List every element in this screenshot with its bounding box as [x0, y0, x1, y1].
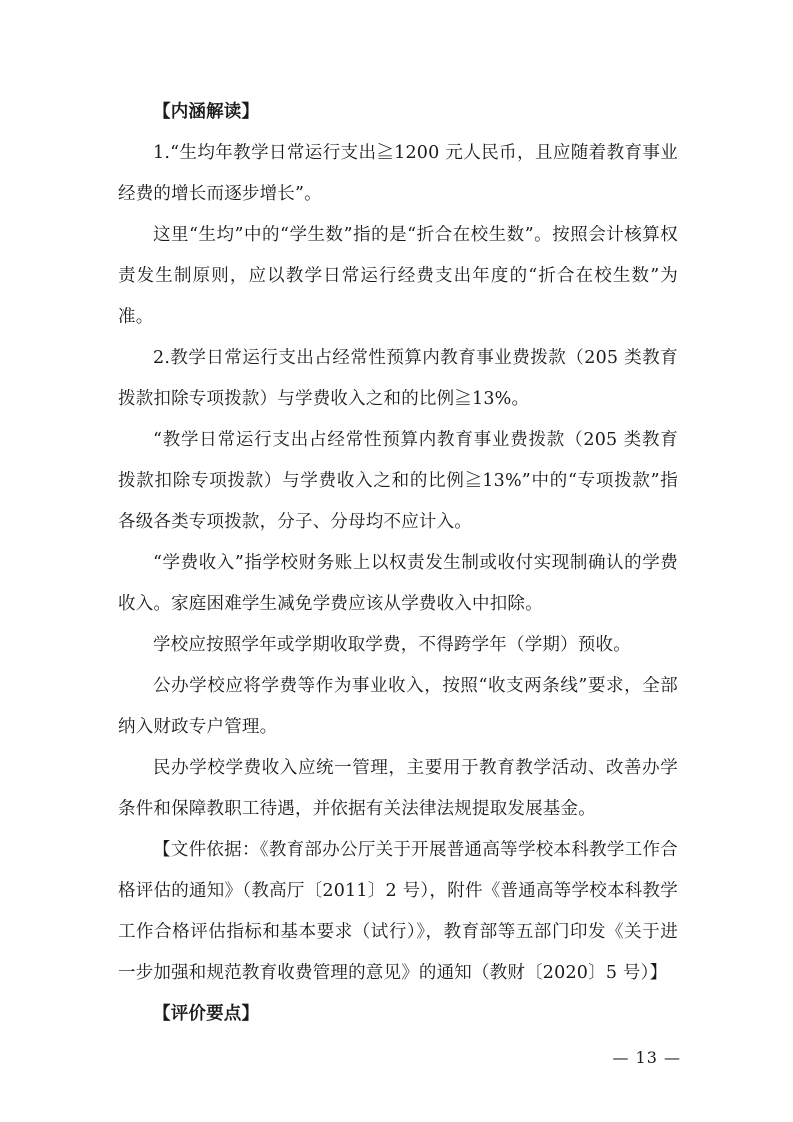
para-5: “学费收入”指学校财务账上以权责发生制或收付实现制确认的学费收入。家庭困难学生减免学费应该从学费收入中扣除。: [118, 553, 678, 614]
para-1: 1.“生均年教学日常运行支出≧1200 元人民币，且应随着教育事业经费的增长而逐步增长”。: [118, 143, 678, 204]
para-9: 【文件依据：《教育部办公厅关于开展普通高等学校本科教学工作合格评估的通知》（教高厅〔2011〕2 号），附件《普通高等学校本科教学工作合格评估指标和基本要求（试行）》，教育部等五部门印发《关于进一步加强和规范教育收费管理的意见》的通知（教财〔2020〕5 号）】: [118, 840, 678, 983]
evaluation-heading: 【评价要点】: [153, 1004, 260, 1024]
para-2: 这里“生均”中的“学生数”指的是“折合在校生数”。按照会计核算权责发生制原则，应以教学日常运行经费支出年度的“折合在校生数”为准。: [118, 225, 678, 327]
para-6: 学校应按照学年或学期收取学费，不得跨学年（学期）预收。: [153, 635, 631, 655]
document-body: [118, 92, 678, 1035]
para-8: 民办学校学费收入应统一管理，主要用于教育教学活动、改善办学条件和保障教职工待遇，并依据有关法律法规提取发展基金。: [118, 758, 678, 819]
para-4: “教学日常运行支出占经常性预算内教育事业费拨款（205 类教育拨款扣除专项拨款）与学费收入之和的比例≧13%”中的“专项拨款”指各级各类专项拨款，分子、分母均不应计入。: [118, 430, 678, 532]
page-number: — 13 —: [612, 1048, 681, 1067]
para-7: 公办学校应将学费等作为事业收入，按照“收支两条线”要求，全部纳入财政专户管理。: [118, 676, 678, 737]
para-3: 2.教学日常运行支出占经常性预算内教育事业费拨款（205 类教育拨款扣除专项拨款）与学费收入之和的比例≧13%。: [118, 348, 678, 409]
connotation-heading: 【内涵解读】: [153, 102, 260, 122]
